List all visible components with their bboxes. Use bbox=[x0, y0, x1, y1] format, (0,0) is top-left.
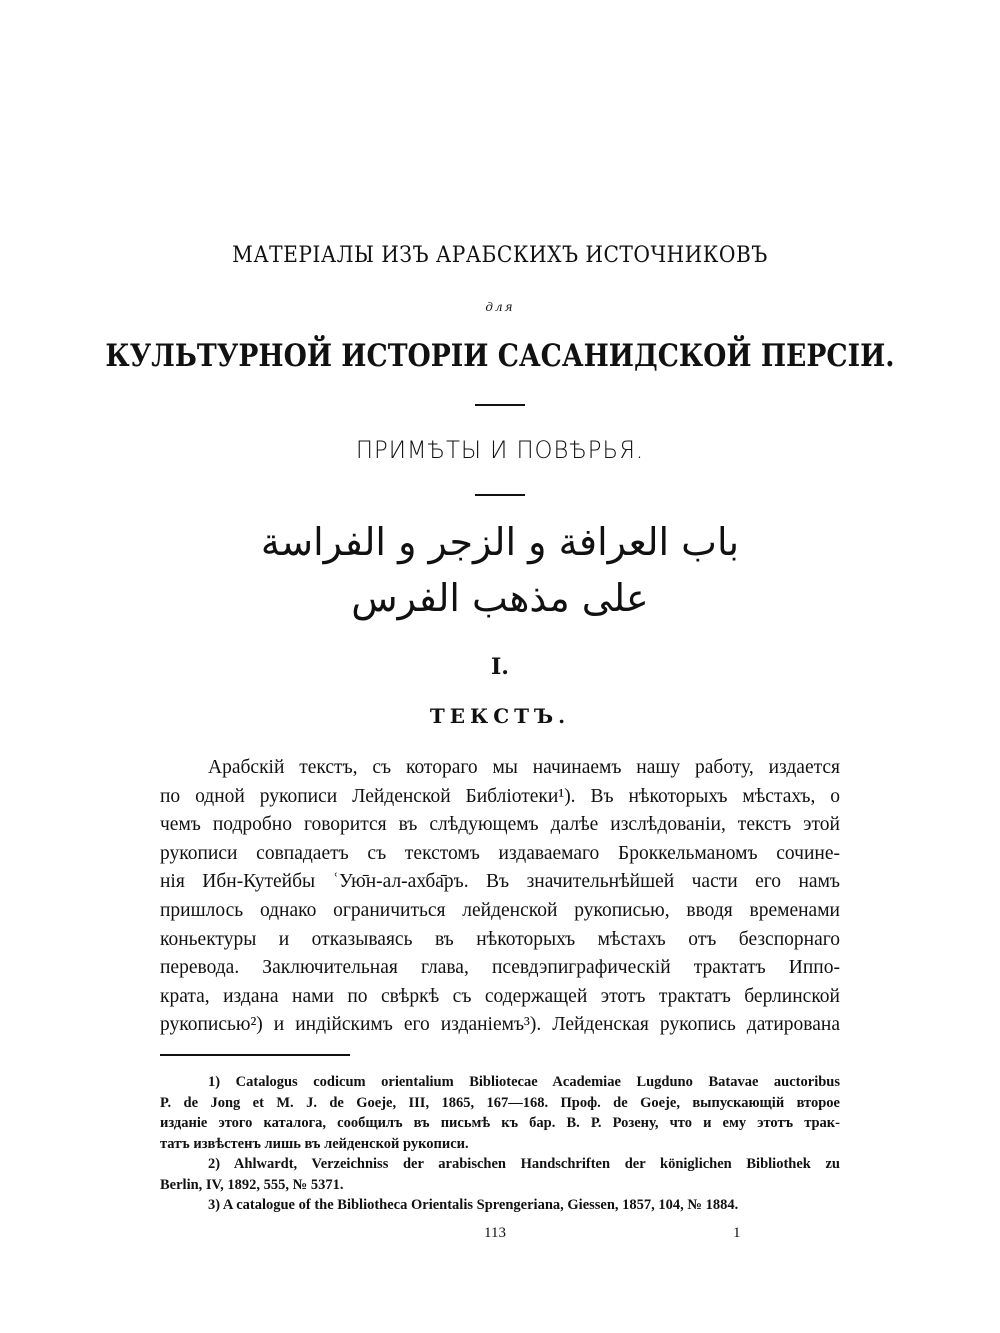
body-line: пришлось однако ограничиться лейденской рукописью, вводя временами bbox=[160, 899, 840, 921]
arabic-title-line-1: باب العرافة و الزجر و الفراسة bbox=[260, 520, 740, 564]
footnote-line: 1) Catalogus codicum orientalium Bibliotecae Academiae Lugduno Batavae auctoribus bbox=[208, 1074, 840, 1090]
section-number: I. bbox=[491, 654, 509, 680]
body-line: перевода. Заключительная глава, псевдэпиграфическій трактатъ Иппо- bbox=[160, 957, 840, 979]
signature-mark: 1 bbox=[733, 1225, 741, 1241]
footnote-line: P. de Jong et M. J. de Goeje, III, 1865, 167—168. Проф. de Goeje, выпускающій второе bbox=[160, 1094, 840, 1111]
body-line: коньектуры и отказываясь въ нѣкоторыхъ мѣстахъ отъ безспорнаго bbox=[160, 928, 840, 950]
page-number: 113 bbox=[484, 1225, 506, 1241]
body-line: крата, издана нами по свѣркѣ съ содержащей этотъ трактатъ берлинской bbox=[160, 985, 840, 1007]
body-line: чемъ подробно говорится въ слѣдующемъ далѣе изслѣдованіи, текстъ этой bbox=[160, 814, 840, 836]
body-line: Арабскій текстъ, съ котораго мы начинаемъ нашу работу, издается bbox=[208, 757, 840, 778]
footnote-line: 2) Ahlwardt, Verzeichniss der arabischen Handschriften der königlichen Bibliothek zu bbox=[208, 1156, 840, 1172]
title-line-2: для bbox=[485, 300, 515, 314]
body-line: рукописью²) и индійскимъ его изданіемъ³). Лейденская рукопись датирована bbox=[160, 1014, 840, 1036]
footnote-line: Berlin, IV, 1892, 555, № 5371. bbox=[160, 1176, 344, 1193]
footnotes bbox=[160, 1072, 840, 1216]
body-line: по одной рукописи Лейденской Библіотеки¹). Въ нѣкоторыхъ мѣстахъ, о bbox=[160, 785, 840, 807]
subtitle: ПРИМѢТЫ И ПОВѢРЬЯ. bbox=[355, 436, 645, 464]
body-text bbox=[160, 754, 840, 1040]
footnote-line: татъ извѣстенъ лишь въ лейденской рукописи. bbox=[160, 1135, 469, 1152]
body-line: рукописи совпадаетъ съ текстомъ издаваемаго Броккельманомъ сочине- bbox=[160, 842, 840, 864]
divider-rule bbox=[475, 494, 525, 496]
title-line-3: КУЛЬТУРНОЙ ИСТОРІИ САСАНИДСКОЙ ПЕРСІИ. bbox=[105, 338, 895, 374]
footnote-line: изданіе этого каталога, сообщилъ въ письмѣ къ бар. В. Р. Розену, что и ему этотъ трак- bbox=[160, 1115, 840, 1131]
section-heading: ТЕКСТЪ. bbox=[429, 704, 571, 728]
title-line-1: МАТЕРІАЛЫ ИЗЪ АРАБСКИХЪ ИСТОЧНИКОВЪ bbox=[232, 243, 768, 268]
divider-rule bbox=[475, 404, 525, 406]
arabic-title-line-2: على مذهب الفرس bbox=[351, 576, 649, 620]
footnote-line: 3) A catalogue of the Bibliotheca Orientalis Sprengeriana, Giessen, 1857, 104, № 1884. bbox=[208, 1197, 739, 1213]
footnote-rule bbox=[160, 1054, 350, 1056]
body-line: нія Ибн-Кутейбы ʿУю̄н-ал-ахба̄ръ. Въ значительнѣйшей части его намъ bbox=[160, 871, 840, 893]
